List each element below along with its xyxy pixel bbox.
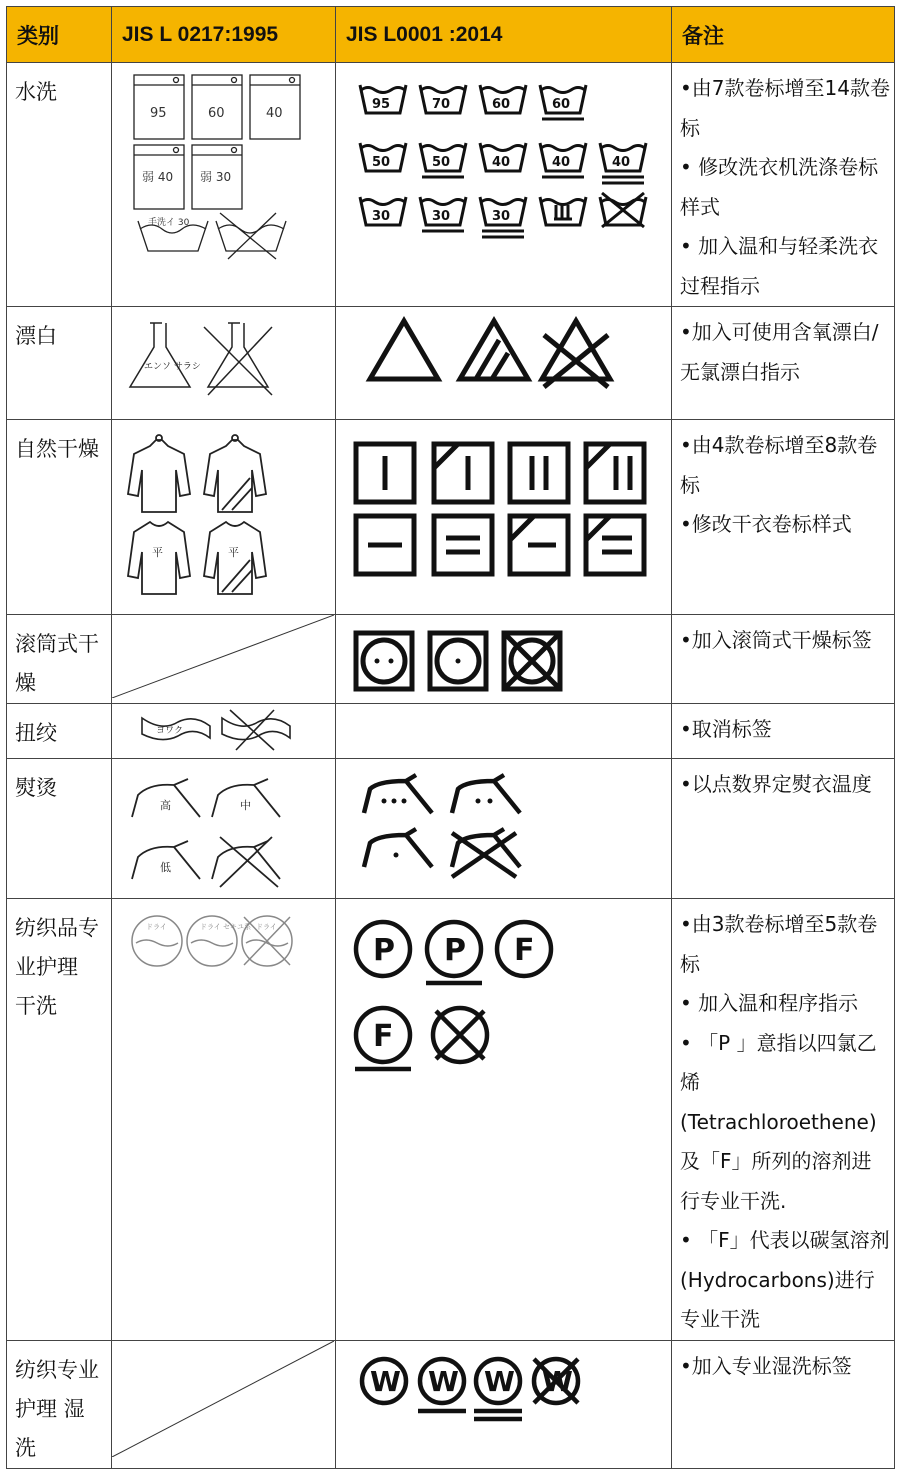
svg-text:平: 平 bbox=[152, 546, 163, 559]
wash-temp-label: 60 bbox=[552, 97, 571, 112]
category-label: 纺织专业护理 湿洗 bbox=[15, 1357, 99, 1460]
svg-text:中: 中 bbox=[240, 799, 251, 812]
new-tumble-symbols bbox=[336, 615, 670, 698]
old-washing-icons bbox=[112, 63, 336, 307]
svg-text:低: 低 bbox=[160, 861, 171, 874]
category-label: 熨烫 bbox=[15, 776, 57, 800]
category-wringing bbox=[7, 704, 112, 759]
new-wetclean-icons bbox=[336, 1340, 672, 1468]
wash-box-95-icon bbox=[134, 75, 184, 139]
row-bleaching bbox=[7, 307, 895, 420]
row-washing bbox=[7, 63, 895, 307]
svg-text:ドライ セキユ系: ドライ セキユ系 bbox=[200, 923, 252, 931]
svg-text:エンソ サラシ: エンソ サラシ bbox=[144, 362, 201, 372]
wash-temp-label: 40 bbox=[492, 155, 511, 170]
category-washing bbox=[7, 63, 112, 307]
drip-dry-shade-icon bbox=[586, 444, 644, 502]
category-bleaching bbox=[7, 307, 112, 420]
old-dryclean-symbols bbox=[112, 899, 334, 999]
note-line: •由7款卷标增至14款卷标 bbox=[680, 76, 890, 140]
svg-text:W: W bbox=[428, 1364, 459, 1398]
iron-two-dots-icon bbox=[452, 775, 520, 813]
note-bleaching bbox=[672, 307, 895, 420]
note-ironing bbox=[672, 759, 895, 899]
row-dry-cleaning bbox=[7, 899, 895, 1341]
note-line: •修改干衣卷标样式 bbox=[680, 512, 852, 536]
flat-dry-shirt-icon bbox=[128, 522, 190, 594]
wash-tub-30-icon bbox=[360, 197, 406, 225]
svg-text:60: 60 bbox=[208, 106, 225, 121]
no-wetclean-icon bbox=[534, 1359, 578, 1403]
drip-dry-icon bbox=[510, 444, 568, 502]
wash-temp-label: 30 bbox=[372, 209, 391, 224]
no-dryclean-new-icon bbox=[433, 1008, 487, 1062]
wash-box-weak-30-icon bbox=[192, 145, 242, 209]
do-not-wash-icon bbox=[600, 193, 646, 227]
category-label: 纺织品专业护理 干洗 bbox=[15, 916, 99, 1018]
svg-text:F: F bbox=[373, 1019, 394, 1054]
flat-dry-shade-icon bbox=[510, 516, 568, 574]
new-wetclean-symbols bbox=[336, 1341, 670, 1457]
care-label-comparison-table bbox=[6, 6, 895, 1469]
header-new-standard: JIS L0001 :2014 bbox=[336, 7, 672, 63]
flat-drip-dry-icon bbox=[434, 516, 492, 574]
old-dry-symbols bbox=[112, 420, 334, 613]
flat-dry-icon bbox=[356, 516, 414, 574]
header-old-standard: JIS L 0217:1995 bbox=[112, 7, 336, 63]
category-label: 扭绞 bbox=[15, 721, 57, 745]
note-line: • 修改洗衣机洗涤卷标样式 bbox=[680, 155, 879, 219]
svg-text:平: 平 bbox=[228, 546, 239, 559]
wash-box-weak-40-icon bbox=[134, 145, 184, 209]
new-wring-empty bbox=[336, 704, 672, 759]
empty-cell-diagonal bbox=[112, 1341, 334, 1457]
bleach-flask-icon bbox=[130, 323, 201, 387]
wash-temp-label: 70 bbox=[432, 97, 451, 112]
old-iron-icons bbox=[112, 759, 336, 899]
note-line: •加入专业湿洗标签 bbox=[680, 1353, 852, 1378]
iron-one-dot-icon bbox=[364, 829, 432, 867]
flat-drip-dry-shade-icon bbox=[586, 516, 644, 574]
wash-tub-50-icon bbox=[420, 143, 466, 177]
category-label: 漂白 bbox=[15, 324, 57, 348]
any-bleach-icon bbox=[370, 321, 438, 379]
note-washing bbox=[672, 63, 895, 307]
empty-cell-diagonal bbox=[112, 615, 334, 698]
wash-temp-label: 40 bbox=[612, 155, 631, 170]
old-tumble-empty bbox=[112, 615, 336, 704]
dryclean-f-gentle-icon bbox=[355, 1008, 411, 1069]
dryclean-p-icon bbox=[356, 922, 410, 976]
new-dryclean-icons bbox=[336, 899, 672, 1341]
new-washing-icons bbox=[336, 63, 672, 307]
note-wringing bbox=[672, 704, 895, 759]
note-line: •加入可使用含氧漂白/无氯漂白指示 bbox=[680, 320, 879, 384]
old-dryclean-icons bbox=[112, 899, 336, 1341]
wash-temp-label: 50 bbox=[372, 155, 391, 170]
wash-temp-label: 95 bbox=[372, 97, 391, 112]
wash-temp-label: 30 bbox=[432, 209, 451, 224]
hang-dry-shirt-icon bbox=[128, 435, 190, 512]
svg-text:ドライ: ドライ bbox=[146, 923, 167, 931]
header-category: 类别 bbox=[7, 7, 112, 63]
no-iron-icon bbox=[212, 837, 280, 887]
hand-wash-icon bbox=[540, 197, 586, 225]
wash-temp-label: 50 bbox=[432, 155, 451, 170]
wash-tub-40-icon bbox=[480, 143, 526, 171]
note-wet-cleaning bbox=[672, 1340, 895, 1468]
wetclean-w-icon bbox=[362, 1359, 406, 1403]
wash-box-60-icon bbox=[192, 75, 242, 139]
row-natural-dry bbox=[7, 420, 895, 615]
wetclean-w-very-gentle-icon bbox=[474, 1359, 522, 1419]
svg-text:40: 40 bbox=[266, 106, 283, 121]
svg-text:ヨワク: ヨワク bbox=[156, 726, 184, 736]
dryclean-circle-icon bbox=[132, 916, 182, 966]
note-line: • 「P 」意指以四氯乙烯(Tetrachloroethene)及「F」所列的溶剂进行专业干洗. bbox=[680, 1030, 877, 1213]
shade-hang-dry-shirt-icon bbox=[204, 435, 266, 512]
category-ironing bbox=[7, 759, 112, 899]
iron-low-icon bbox=[132, 841, 200, 879]
note-natural-dry bbox=[672, 420, 895, 615]
iron-high-icon bbox=[132, 779, 200, 817]
old-bleach-symbols bbox=[112, 307, 334, 418]
old-iron-symbols bbox=[112, 759, 334, 897]
note-tumble-dry bbox=[672, 615, 895, 704]
new-iron-icons bbox=[336, 759, 672, 899]
no-bleach-flask-icon bbox=[204, 323, 272, 395]
wash-tub-60-icon bbox=[540, 85, 586, 119]
line-dry-icon bbox=[356, 444, 414, 502]
new-tumble-icons bbox=[336, 615, 672, 704]
non-chlorine-bleach-icon bbox=[460, 321, 528, 379]
wash-tub-30-icon bbox=[420, 197, 466, 231]
wash-tub-40-icon bbox=[600, 143, 646, 183]
wash-box-text: 95 bbox=[150, 106, 167, 121]
wash-box-40-icon bbox=[250, 75, 300, 139]
iron-medium-icon bbox=[212, 779, 280, 817]
svg-text:W: W bbox=[542, 1364, 573, 1398]
note-line: •取消标签 bbox=[680, 717, 772, 741]
dryclean-p-gentle-icon bbox=[426, 922, 482, 983]
old-wetclean-empty bbox=[112, 1340, 336, 1468]
new-iron-symbols bbox=[336, 759, 670, 897]
no-bleach-icon bbox=[542, 321, 610, 387]
header-row bbox=[7, 7, 895, 63]
row-wet-cleaning bbox=[7, 1340, 895, 1468]
svg-text:P: P bbox=[444, 933, 466, 968]
iron-three-dots-icon bbox=[364, 775, 432, 813]
tumble-dry-low-icon bbox=[430, 633, 486, 689]
no-wash-tub-icon bbox=[216, 213, 286, 259]
svg-text:高: 高 bbox=[160, 799, 171, 812]
svg-text:ドライ: ドライ bbox=[256, 923, 277, 931]
svg-text:弱 30: 弱 30 bbox=[200, 170, 232, 184]
old-bleaching-icons bbox=[112, 307, 336, 420]
row-tumble-dry bbox=[7, 615, 895, 704]
new-bleach-symbols bbox=[336, 307, 670, 418]
old-wash-symbols bbox=[112, 63, 334, 297]
svg-text:W: W bbox=[370, 1364, 401, 1398]
dryclean-f-icon bbox=[497, 922, 551, 976]
new-bleaching-icons bbox=[336, 307, 672, 420]
svg-text:弱 40: 弱 40 bbox=[142, 170, 174, 184]
note-line: •由3款卷标增至5款卷标 bbox=[680, 912, 878, 976]
wash-temp-label: 60 bbox=[492, 97, 511, 112]
category-label: 自然干燥 bbox=[15, 437, 99, 461]
wash-tub-70-icon bbox=[420, 85, 466, 113]
note-line: •由4款卷标增至8款卷标 bbox=[680, 433, 878, 497]
old-wring-symbols bbox=[112, 704, 334, 757]
category-label: 水洗 bbox=[15, 80, 57, 104]
new-wash-symbols bbox=[336, 63, 670, 297]
wash-temp-label: 40 bbox=[552, 155, 571, 170]
line-dry-shade-icon bbox=[434, 444, 492, 502]
category-label: 滚筒式干燥 bbox=[15, 632, 99, 695]
category-natural-dry bbox=[7, 420, 112, 615]
header-note: 备注 bbox=[672, 7, 895, 63]
note-line: •加入滚筒式干燥标签 bbox=[680, 628, 872, 652]
wash-tub-50-icon bbox=[360, 143, 406, 171]
wash-tub-95-icon bbox=[360, 85, 406, 113]
no-wring-icon bbox=[222, 710, 290, 750]
wash-tub-60-icon bbox=[480, 85, 526, 113]
row-ironing bbox=[7, 759, 895, 899]
no-dryclean-icon bbox=[242, 916, 292, 966]
new-dry-symbols bbox=[336, 420, 670, 613]
row-wringing bbox=[7, 704, 895, 759]
category-tumble-dry bbox=[7, 615, 112, 704]
note-line: • 「F」代表以碳氢溶剂(Hydrocarbons)进行专业干洗 bbox=[680, 1228, 890, 1331]
note-line: • 加入温和与轻柔洗衣过程指示 bbox=[680, 234, 879, 298]
category-dry-cleaning bbox=[7, 899, 112, 1341]
hand-wash-tub-icon bbox=[138, 216, 208, 251]
svg-text:F: F bbox=[514, 933, 535, 968]
category-wet-cleaning bbox=[7, 1340, 112, 1468]
no-tumble-dry-icon bbox=[504, 633, 560, 689]
no-iron-new-icon bbox=[452, 829, 520, 877]
old-dry-icons bbox=[112, 420, 336, 615]
new-dry-icons bbox=[336, 420, 672, 615]
wash-tub-40-icon bbox=[540, 143, 586, 177]
wash-tub-30-icon bbox=[480, 197, 526, 237]
shade-flat-dry-shirt-icon bbox=[204, 522, 266, 594]
note-line: • 加入温和程序指示 bbox=[680, 991, 859, 1015]
wring-gently-icon bbox=[142, 718, 210, 740]
svg-text:手洗イ 30: 手洗イ 30 bbox=[148, 218, 190, 228]
new-dryclean-symbols bbox=[336, 899, 670, 1099]
note-dry-cleaning bbox=[672, 899, 895, 1341]
svg-text:W: W bbox=[484, 1364, 515, 1398]
svg-text:P: P bbox=[373, 933, 395, 968]
wash-temp-label: 30 bbox=[492, 209, 511, 224]
wetclean-w-gentle-icon bbox=[418, 1359, 466, 1411]
old-wring-icons bbox=[112, 704, 336, 759]
note-line: •以点数界定熨衣温度 bbox=[680, 772, 872, 796]
tumble-dry-normal-icon bbox=[356, 633, 412, 689]
